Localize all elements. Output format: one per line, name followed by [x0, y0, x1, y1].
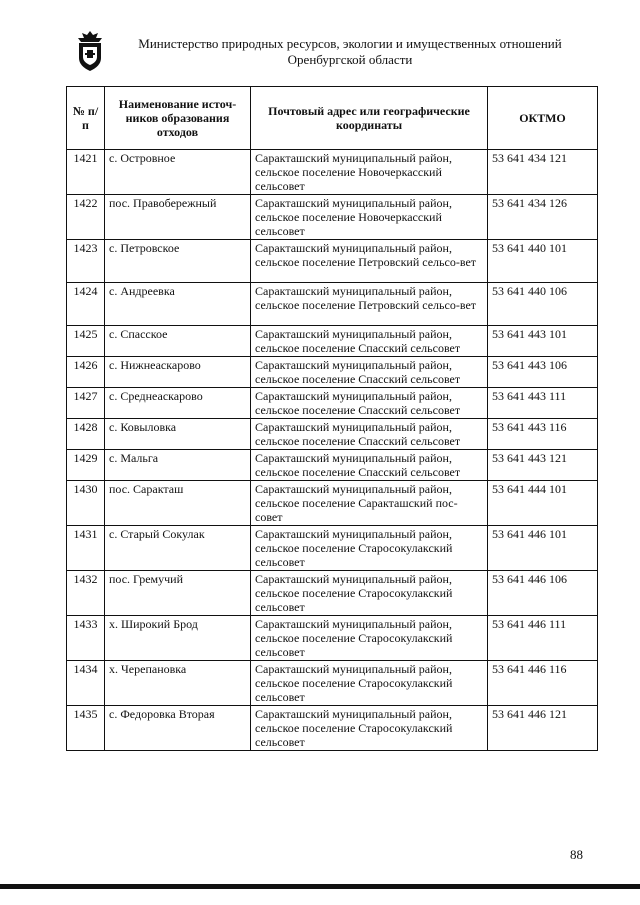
- postal-address: Саракташский муниципальный район, сельское поселение Старосокулакский сельсовет: [251, 571, 488, 616]
- table-row: [67, 706, 598, 751]
- source-name: с. Мальга: [105, 450, 251, 481]
- row-number: 1433: [67, 616, 105, 661]
- table-row: [67, 195, 598, 240]
- postal-address: Саракташский муниципальный район, сельское поселение Спасский сельсовет: [251, 388, 488, 419]
- source-name: с. Среднеаскарово: [105, 388, 251, 419]
- table-row: [67, 571, 598, 616]
- table-row: [67, 240, 598, 283]
- table-row: [67, 283, 598, 326]
- source-name: пос. Саракташ: [105, 481, 251, 526]
- source-name: х. Черепановка: [105, 661, 251, 706]
- row-number: 1422: [67, 195, 105, 240]
- postal-address: Саракташский муниципальный район, сельское поселение Саракташский пос-совет: [251, 481, 488, 526]
- row-number: 1424: [67, 283, 105, 326]
- oktmo-code: 53 641 446 111: [488, 616, 598, 661]
- oktmo-code: 53 641 434 126: [488, 195, 598, 240]
- source-name: с. Старый Сокулак: [105, 526, 251, 571]
- postal-address: Саракташский муниципальный район, сельское поселение Петровский сельсо-вет: [251, 283, 488, 326]
- column-header-name: Наименование источ-ников образования отходов: [105, 87, 251, 150]
- oktmo-code: 53 641 446 106: [488, 571, 598, 616]
- coat-of-arms-icon: [72, 30, 108, 72]
- table-row: [67, 326, 598, 357]
- postal-address: Саракташский муниципальный район, сельское поселение Спасский сельсовет: [251, 450, 488, 481]
- table-row: [67, 450, 598, 481]
- oktmo-code: 53 641 443 121: [488, 450, 598, 481]
- postal-address: Саракташский муниципальный район, сельское поселение Петровский сельсо-вет: [251, 240, 488, 283]
- oktmo-code: 53 641 444 101: [488, 481, 598, 526]
- source-name: пос. Гремучий: [105, 571, 251, 616]
- source-name: пос. Правобережный: [105, 195, 251, 240]
- postal-address: Саракташский муниципальный район, сельское поселение Спасский сельсовет: [251, 419, 488, 450]
- table-row: [67, 388, 598, 419]
- postal-address: Саракташский муниципальный район, сельское поселение Спасский сельсовет: [251, 357, 488, 388]
- column-header-address: Почтовый адрес или географические координаты: [251, 87, 488, 150]
- header-line-2: Оренбургской области: [287, 52, 413, 67]
- row-number: 1435: [67, 706, 105, 751]
- document-header: [120, 36, 580, 68]
- oktmo-code: 53 641 434 121: [488, 150, 598, 195]
- oktmo-code: 53 641 440 101: [488, 240, 598, 283]
- row-number: 1428: [67, 419, 105, 450]
- header-line-1: Министерство природных ресурсов, экологии и имущественных отношений: [138, 36, 562, 51]
- row-number: 1426: [67, 357, 105, 388]
- row-number: 1427: [67, 388, 105, 419]
- table-row: [67, 419, 598, 450]
- source-name: с. Петровское: [105, 240, 251, 283]
- table-row: [67, 481, 598, 526]
- oktmo-code: 53 641 443 101: [488, 326, 598, 357]
- source-name: с. Андреевка: [105, 283, 251, 326]
- postal-address: Саракташский муниципальный район, сельское поселение Старосокулакский сельсовет: [251, 706, 488, 751]
- page-number: 88: [570, 847, 583, 862]
- postal-address: Саракташский муниципальный район, сельское поселение Старосокулакский сельсовет: [251, 616, 488, 661]
- row-number: 1429: [67, 450, 105, 481]
- table-row: [67, 526, 598, 571]
- source-name: с. Островное: [105, 150, 251, 195]
- oktmo-code: 53 641 443 111: [488, 388, 598, 419]
- oktmo-code: 53 641 443 106: [488, 357, 598, 388]
- row-number: 1421: [67, 150, 105, 195]
- oktmo-code: 53 641 446 101: [488, 526, 598, 571]
- row-number: 1430: [67, 481, 105, 526]
- oktmo-code: 53 641 440 106: [488, 283, 598, 326]
- source-name: с. Спасское: [105, 326, 251, 357]
- source-name: с. Ковыловка: [105, 419, 251, 450]
- row-number: 1434: [67, 661, 105, 706]
- oktmo-code: 53 641 446 116: [488, 661, 598, 706]
- oktmo-code: 53 641 446 121: [488, 706, 598, 751]
- source-name: х. Широкий Брод: [105, 616, 251, 661]
- postal-address: Саракташский муниципальный район, сельское поселение Новочеркасский сельсовет: [251, 150, 488, 195]
- row-number: 1432: [67, 571, 105, 616]
- row-number: 1431: [67, 526, 105, 571]
- source-name: с. Нижнеаскарово: [105, 357, 251, 388]
- table-row: [67, 616, 598, 661]
- oktmo-code: 53 641 443 116: [488, 419, 598, 450]
- footer-rule: [0, 884, 640, 889]
- postal-address: Саракташский муниципальный район, сельское поселение Старосокулакский сельсовет: [251, 661, 488, 706]
- row-number: 1423: [67, 240, 105, 283]
- table-row: [67, 661, 598, 706]
- postal-address: Саракташский муниципальный район, сельское поселение Новочеркасский сельсовет: [251, 195, 488, 240]
- column-header-number: № п/п: [67, 87, 105, 150]
- table-row: [67, 357, 598, 388]
- table-header-row: [67, 87, 598, 150]
- source-name: с. Федоровка Вторая: [105, 706, 251, 751]
- table-row: [67, 150, 598, 195]
- column-header-oktmo: ОКТМО: [488, 87, 598, 150]
- waste-sources-table: [66, 86, 598, 751]
- postal-address: Саракташский муниципальный район, сельское поселение Старосокулакский сельсовет: [251, 526, 488, 571]
- postal-address: Саракташский муниципальный район, сельское поселение Спасский сельсовет: [251, 326, 488, 357]
- row-number: 1425: [67, 326, 105, 357]
